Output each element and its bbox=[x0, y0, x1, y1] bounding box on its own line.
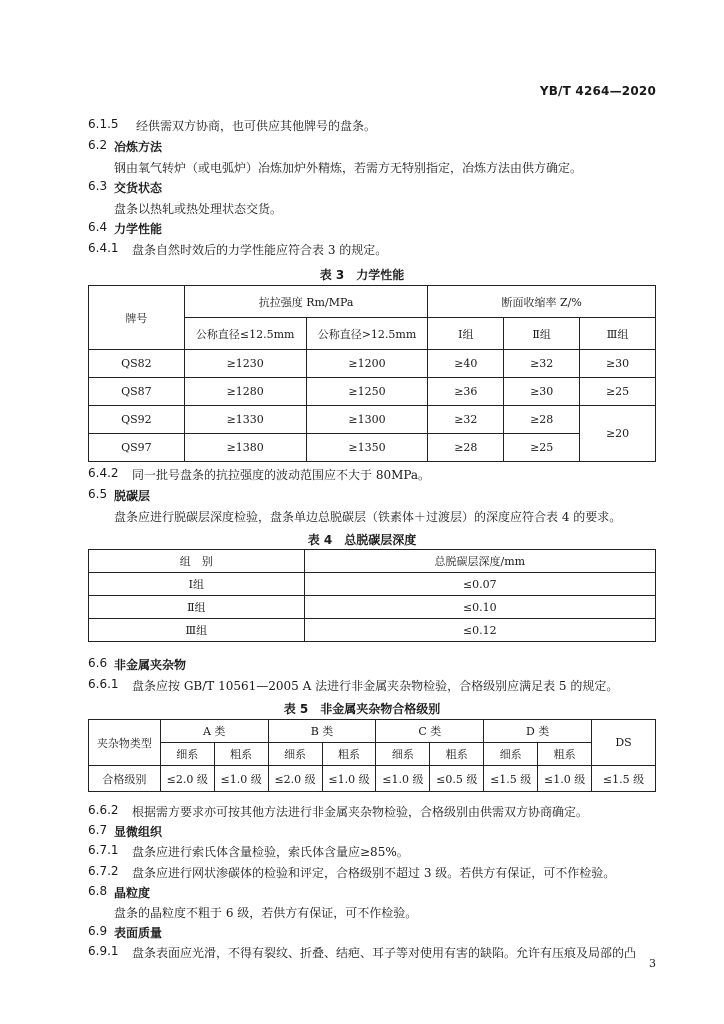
clause-number: 6.6.1 bbox=[88, 677, 119, 691]
subheader-diameter-large: 公称直径>12.5mm bbox=[306, 318, 428, 350]
standard-id: YB/T 4264—2020 bbox=[539, 84, 656, 98]
cell-d-coarse: ≤1.0 级 bbox=[538, 766, 592, 792]
table-5-inclusions bbox=[88, 719, 656, 792]
cell-z-group-2: ≥30 bbox=[504, 378, 580, 406]
cell-b-fine: ≤2.0 级 bbox=[268, 766, 322, 792]
header-tensile: 抗拉强度 Rm/MPa bbox=[184, 286, 428, 318]
cell-z-group-1: ≥36 bbox=[428, 378, 504, 406]
header-inclusion-type: 夹杂物类型 bbox=[89, 720, 161, 766]
clause-number: 6.7.2 bbox=[88, 864, 119, 878]
header-type-d: D 类 bbox=[484, 720, 592, 743]
section-number: 6.9 bbox=[88, 924, 108, 938]
cell-depth: ≤0.10 bbox=[304, 596, 655, 619]
section-body: 钢由氧气转炉（或电弧炉）冶炼加炉外精炼，若需方无特别指定，冶炼方法由供方确定。 bbox=[114, 161, 583, 175]
clause-number: 6.4.1 bbox=[88, 241, 119, 255]
section-title: 力学性能 bbox=[114, 222, 163, 236]
cell-tensile-small: ≥1380 bbox=[184, 434, 306, 462]
cell-z-group-3-merged: ≥20 bbox=[580, 406, 656, 462]
clause-number: 6.4.2 bbox=[88, 466, 119, 480]
clause-text: 盘条自然时效后的力学性能应符合表 3 的规定。 bbox=[132, 243, 388, 257]
table-row bbox=[89, 434, 656, 462]
section-number: 6.7 bbox=[88, 823, 108, 837]
table-3-mechanical-properties bbox=[88, 285, 656, 462]
clause-text: 盘条应进行网状渗碳体的检验和评定，合格级别不超过 3 级。若供方有保证，可不作检验。 bbox=[132, 866, 616, 880]
subheader-diameter-small: 公称直径≤12.5mm bbox=[184, 318, 306, 350]
clause-number: 6.1.5 bbox=[88, 117, 119, 131]
cell-z-group-2: ≥32 bbox=[504, 350, 580, 378]
cell-group: Ⅰ组 bbox=[89, 573, 305, 596]
header-grade: 牌号 bbox=[89, 286, 185, 350]
clause-text: 根据需方要求亦可按其他方法进行非金属夹杂物检验，合格级别由供需双方协商确定。 bbox=[132, 805, 589, 819]
cell-z-group-1: ≥28 bbox=[428, 434, 504, 462]
subheader-fine: 细系 bbox=[376, 743, 430, 766]
cell-grade: QS97 bbox=[89, 434, 185, 462]
cell-tensile-large: ≥1200 bbox=[306, 350, 428, 378]
table-row bbox=[89, 406, 656, 434]
cell-group: Ⅱ组 bbox=[89, 596, 305, 619]
section-body: 盘条以热轧或热处理状态交货。 bbox=[114, 202, 283, 216]
subheader-coarse: 粗系 bbox=[322, 743, 376, 766]
clause-number: 6.9.1 bbox=[88, 944, 119, 958]
cell-tensile-small: ≥1330 bbox=[184, 406, 306, 434]
clause-number: 6.6.2 bbox=[88, 803, 119, 817]
cell-row-label: 合格级别 bbox=[89, 766, 161, 792]
header-reduction: 断面收缩率 Z/% bbox=[428, 286, 656, 318]
subheader-fine: 细系 bbox=[484, 743, 538, 766]
subheader-group-2: Ⅱ组 bbox=[504, 318, 580, 350]
section-number: 6.4 bbox=[88, 220, 108, 234]
cell-z-group-2: ≥28 bbox=[504, 406, 580, 434]
cell-group: Ⅲ组 bbox=[89, 619, 305, 642]
clause-text: 盘条应按 GB/T 10561—2005 A 法进行非金属夹杂物检验，合格级别应满足表 5 的规定。 bbox=[132, 679, 619, 693]
cell-depth: ≤0.07 bbox=[304, 573, 655, 596]
table-row bbox=[89, 378, 656, 406]
header-type-a: A 类 bbox=[160, 720, 268, 743]
section-number: 6.2 bbox=[88, 138, 108, 152]
table-3-caption: 表 3 力学性能 bbox=[319, 268, 405, 282]
header-type-c: C 类 bbox=[376, 720, 484, 743]
cell-tensile-large: ≥1350 bbox=[306, 434, 428, 462]
cell-tensile-small: ≥1230 bbox=[184, 350, 306, 378]
page-number: 3 bbox=[649, 957, 656, 970]
subheader-coarse: 粗系 bbox=[214, 743, 268, 766]
cell-b-coarse: ≤1.0 级 bbox=[322, 766, 376, 792]
table-4-caption: 表 4 总脱碳层深度 bbox=[307, 533, 417, 547]
cell-grade: QS87 bbox=[89, 378, 185, 406]
section-title: 交货状态 bbox=[114, 181, 163, 195]
section-title: 非金属夹杂物 bbox=[114, 658, 187, 672]
header-ds: DS bbox=[592, 720, 656, 766]
subheader-coarse: 粗系 bbox=[430, 743, 484, 766]
table-row bbox=[89, 596, 656, 619]
cell-grade: QS92 bbox=[89, 406, 185, 434]
section-body: 盘条的晶粒度不粗于 6 级，若供方有保证，可不作检验。 bbox=[114, 906, 418, 920]
cell-a-fine: ≤2.0 级 bbox=[160, 766, 214, 792]
cell-tensile-small: ≥1280 bbox=[184, 378, 306, 406]
header-depth: 总脱碳层深度/mm bbox=[304, 550, 655, 573]
cell-z-group-1: ≥40 bbox=[428, 350, 504, 378]
section-title: 表面质量 bbox=[114, 926, 163, 940]
clause-text: 盘条应进行索氏体含量检验，索氏体含量应≥85%。 bbox=[132, 845, 409, 859]
table-row bbox=[89, 350, 656, 378]
cell-depth: ≤0.12 bbox=[304, 619, 655, 642]
cell-z-group-3: ≥25 bbox=[580, 378, 656, 406]
section-number: 6.5 bbox=[88, 487, 108, 501]
subheader-fine: 细系 bbox=[268, 743, 322, 766]
section-number: 6.3 bbox=[88, 179, 108, 193]
subheader-coarse: 粗系 bbox=[538, 743, 592, 766]
section-title: 晶粒度 bbox=[114, 886, 151, 900]
section-title: 显微组织 bbox=[114, 825, 163, 839]
table-row bbox=[89, 573, 656, 596]
cell-d-fine: ≤1.5 级 bbox=[484, 766, 538, 792]
clause-text: 同一批号盘条的抗拉强度的波动范围应不大于 80MPa。 bbox=[132, 468, 431, 482]
cell-c-coarse: ≤0.5 级 bbox=[430, 766, 484, 792]
section-body: 盘条应进行脱碳层深度检验，盘条单边总脱碳层（铁素体＋过渡层）的深度应符合表 4 的要求。 bbox=[114, 510, 622, 524]
table-row bbox=[89, 619, 656, 642]
section-title: 脱碳层 bbox=[114, 489, 151, 503]
header-type-b: B 类 bbox=[268, 720, 376, 743]
subheader-group-3: Ⅲ组 bbox=[580, 318, 656, 350]
table-row bbox=[89, 766, 656, 792]
table-4-decarburization bbox=[88, 549, 656, 642]
cell-z-group-3: ≥30 bbox=[580, 350, 656, 378]
cell-tensile-large: ≥1250 bbox=[306, 378, 428, 406]
cell-c-fine: ≤1.0 级 bbox=[376, 766, 430, 792]
section-number: 6.8 bbox=[88, 884, 108, 898]
cell-a-coarse: ≤1.0 级 bbox=[214, 766, 268, 792]
subheader-fine: 细系 bbox=[160, 743, 214, 766]
clause-number: 6.7.1 bbox=[88, 843, 119, 857]
clause-text: 经供需双方协商，也可供应其他牌号的盘条。 bbox=[136, 119, 377, 133]
section-number: 6.6 bbox=[88, 656, 108, 670]
clause-text: 盘条表面应光滑，不得有裂纹、折叠、结疤、耳子等对使用有害的缺陷。允许有压痕及局部的凸 bbox=[132, 946, 637, 960]
table-5-caption: 表 5 非金属夹杂物合格级别 bbox=[283, 702, 441, 716]
cell-z-group-1: ≥32 bbox=[428, 406, 504, 434]
cell-ds: ≤1.5 级 bbox=[592, 766, 656, 792]
cell-tensile-large: ≥1300 bbox=[306, 406, 428, 434]
cell-grade: QS82 bbox=[89, 350, 185, 378]
cell-z-group-2: ≥25 bbox=[504, 434, 580, 462]
section-title: 冶炼方法 bbox=[114, 140, 163, 154]
subheader-group-1: Ⅰ组 bbox=[428, 318, 504, 350]
header-group: 组 别 bbox=[89, 550, 305, 573]
